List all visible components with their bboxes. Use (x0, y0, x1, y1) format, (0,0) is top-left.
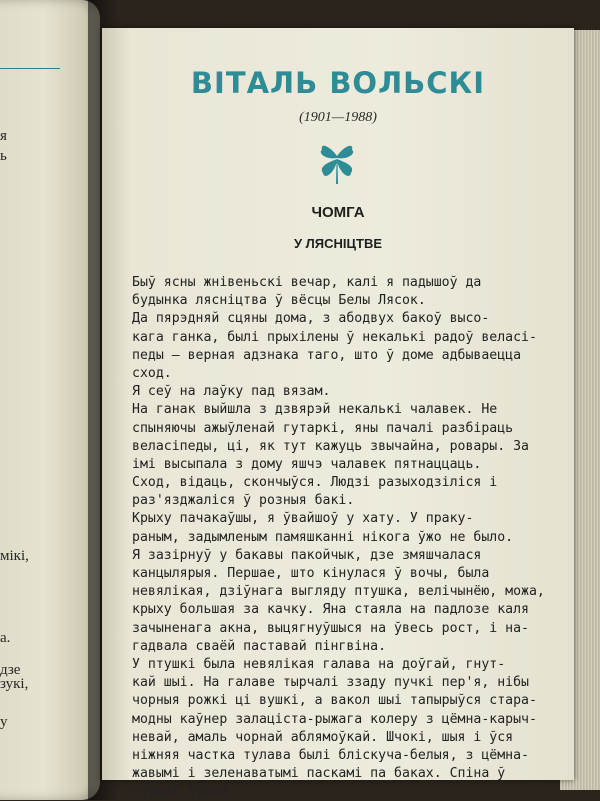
text-line: крыху большая за качку. Яна стаяла на падлозе каля (132, 602, 529, 618)
text-line: раным, задымленым памяшканні нікога ўжо не было. (132, 529, 514, 545)
text-line: ніжняя частка тулава былі бліскуча-белыя, з цёмна- (132, 747, 529, 763)
text-line: раз'язджаліся ў розныя бакі. (132, 493, 355, 509)
text-line: птушкі бурая. (132, 784, 236, 800)
text-line: зачыненага акна, выцягнуўшыся на ўвесь рост, і на- (132, 620, 529, 636)
chapter-title: У ЛЯСНІЦТВЕ (293, 236, 383, 251)
left-page (0, 0, 100, 800)
text-line: жавымі і зеленаватымі паскамі па баках. Спіна ў (132, 766, 506, 782)
text-line: Крыху пачакаўшы, я ўвайшоў у хату. У праку- (132, 511, 474, 527)
text-line: чорныя рожкі ці вушкі, а вакол шыі тапырыўся стара- (132, 693, 537, 709)
text-line: невай, амаль чорнай аблямоўкай. Шчокі, шыя і ўся (132, 729, 514, 745)
left-page-rule (0, 68, 60, 69)
text-line: імі высыпала з дому яшчэ чалавек пятнаццаць. (132, 456, 482, 472)
text-line: педы — верная адзнака таго, што ў доме адбываецца (132, 347, 522, 363)
left-page-fragment: мікі, (0, 548, 29, 564)
text-line: Быў ясны жнівеньскі вечар, калі я падышоў да (132, 275, 482, 290)
text-line: кай шыі. На галаве тырчалі ззаду пучкі пер'я, нібы (132, 675, 529, 691)
left-page-fragment: у (0, 714, 8, 730)
text-line: будынка лясніцтва ў вёсцы Белы Лясок. (132, 293, 426, 309)
text-line: На ганак выйшла з дзвярэй некалькі чалавек. Не (132, 402, 498, 418)
story-title: ЧОМГА (311, 204, 365, 221)
text-line: гадвала сваёй паставай пінгвіна. (132, 638, 387, 654)
text-line: невялікая, дзіўнага выгляду птушка, велічынёю, можа, (132, 584, 545, 600)
text-line: Я сеў на лаўку пад вязам. (132, 384, 331, 400)
text-line: У птушкі была невялікая галава на доўгай, гнут- (132, 656, 506, 672)
text-line: канцылярыя. Першае, што кінулася ў вочы, была (132, 566, 490, 581)
story-text (132, 264, 552, 801)
text-line: Да пярэдняй сцяны дома, з абодвух бакоў высо- (132, 311, 490, 327)
left-page-fragment: ь (0, 148, 7, 164)
four-leaf-clover-icon (312, 132, 362, 192)
text-line: кага ганка, былі прыхілены ў некалькі радоў веласі- (132, 329, 537, 345)
author-name: ВІТАЛЬ ВОЛЬСКІ (190, 66, 486, 100)
book-page (102, 28, 574, 800)
text-line: Сход, відаць, скончыўся. Людзі разыходзіліся і (132, 475, 498, 491)
left-page-fragment: зукі, (0, 676, 29, 692)
text-line: Я зазірнуў у бакавы пакойчык, дзе змяшчалася (132, 547, 482, 563)
author-years: (1901—1988) (299, 110, 377, 125)
left-page-fragment: дзе (0, 662, 21, 678)
text-line: модны каўнер залаціста-рыжага колеру з цёмна-карыч- (132, 711, 537, 727)
left-page-fragment: я (0, 128, 7, 144)
text-line: веласіпеды, ці, як тут кажуць звычайна, ровары. За (132, 438, 529, 454)
text-line: сход. (132, 365, 172, 381)
left-page-fragment: а. (0, 630, 11, 646)
text-line: спыняючы ажыўленай гутаркі, яны пачалі разбіраць (132, 420, 514, 436)
